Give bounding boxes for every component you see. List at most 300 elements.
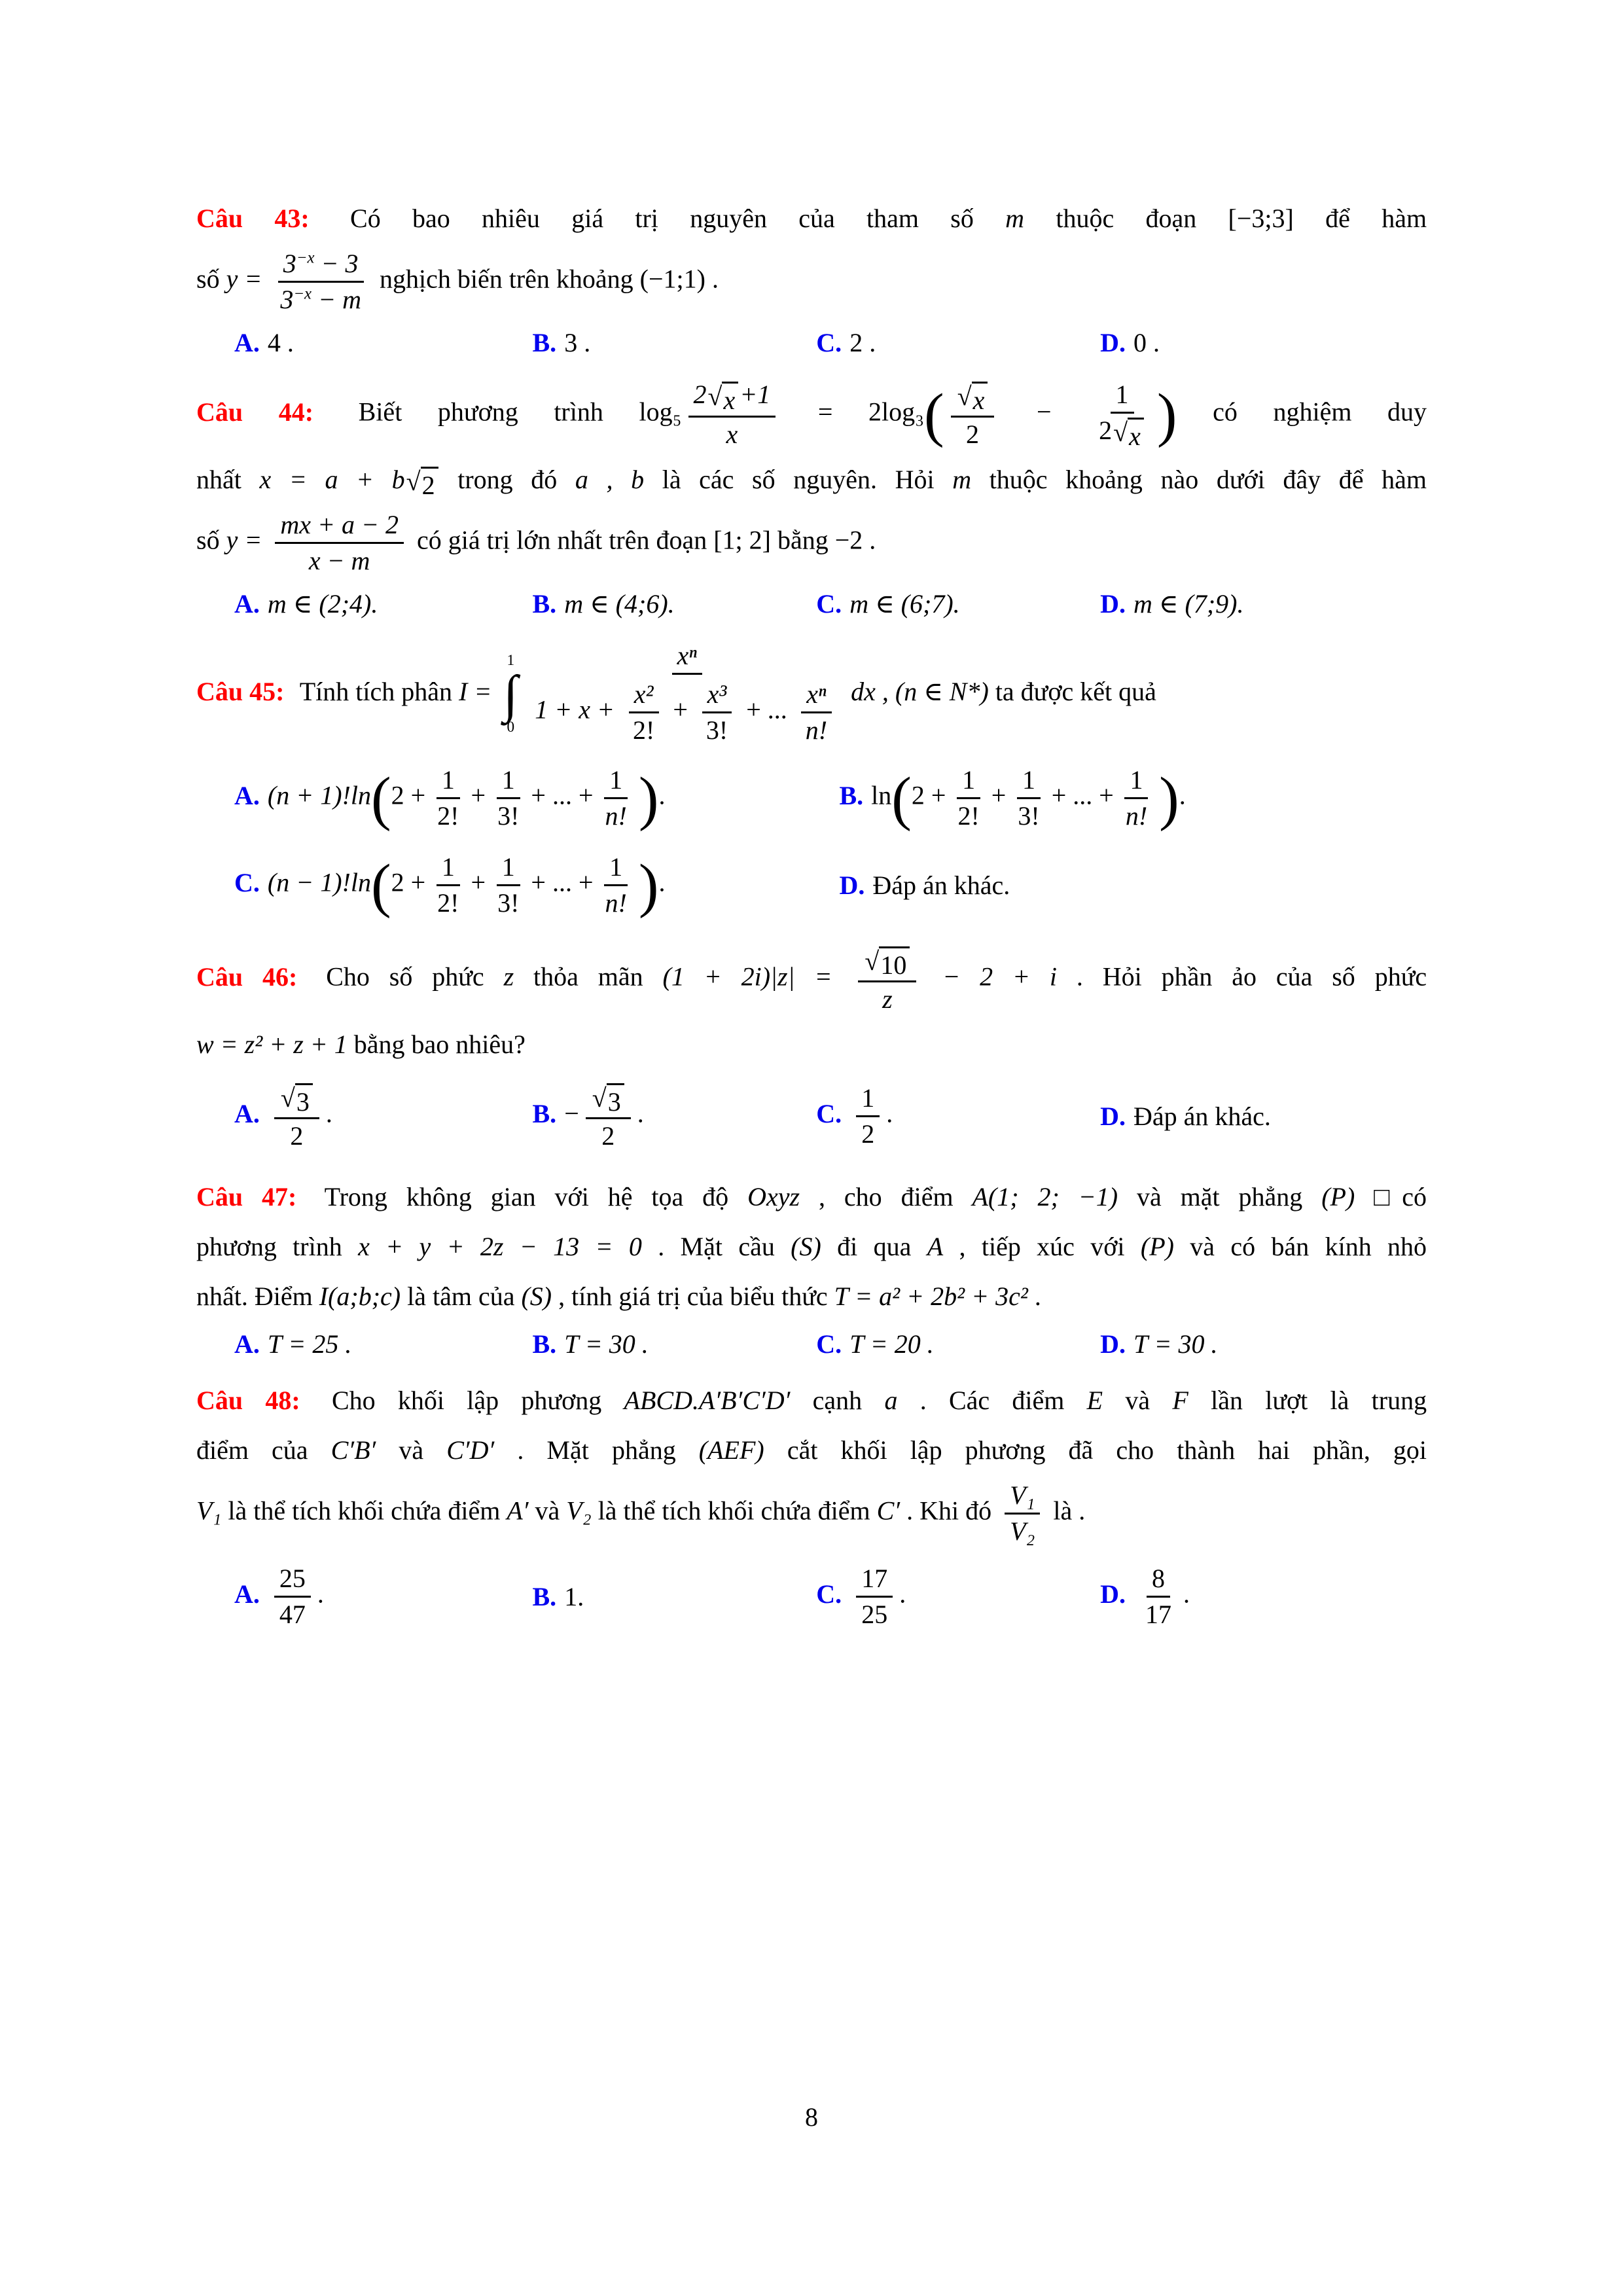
fraction-numerator <box>274 1079 319 1119</box>
math: + ... + <box>1051 780 1114 810</box>
math: (1 + 2i)|z| = <box>662 961 832 992</box>
fraction-denominator: 3! <box>497 888 520 918</box>
question-line <box>196 1020 1427 1069</box>
fraction <box>1140 1562 1177 1632</box>
question-label: Câu 46: <box>196 961 298 992</box>
page-number: 8 <box>805 2102 818 2132</box>
sqrt-sign: √ <box>592 1083 607 1113</box>
option-letter: A. <box>234 1098 260 1128</box>
superscript: −x <box>293 285 312 303</box>
option-letter: B. <box>532 589 557 619</box>
text: bằng bao nhiêu? <box>353 1030 526 1059</box>
math: (n ∈ N*) <box>895 677 989 707</box>
question-48 <box>196 1376 1427 1634</box>
text: là . <box>1053 1496 1086 1526</box>
text: . Mặt cầu <box>658 1232 775 1261</box>
text: cạnh <box>812 1386 863 1415</box>
option-b <box>533 1329 817 1359</box>
math: +1 <box>740 380 771 409</box>
math: + <box>673 694 688 725</box>
math: x + y + 2z − 13 = 0 <box>358 1232 642 1261</box>
fraction <box>856 1081 880 1151</box>
math: [1; 2] <box>713 525 771 555</box>
option-text: Đáp án khác. <box>1133 1102 1271 1131</box>
exam-content <box>196 193 1427 1651</box>
fraction <box>586 1079 631 1153</box>
sqrt-radicand: x <box>972 382 988 416</box>
option-c <box>816 1559 1100 1634</box>
sqrt-sign: √ <box>865 946 880 976</box>
fraction-numerator: 1 <box>957 763 980 799</box>
text: , cho điểm <box>819 1182 954 1211</box>
text: phương trình <box>196 1232 342 1261</box>
math: − m <box>318 285 361 314</box>
text: số <box>196 525 220 555</box>
option-a <box>234 1077 533 1156</box>
fraction-denominator <box>1094 414 1150 452</box>
fraction-denominator: 2! <box>957 801 980 831</box>
sqrt-radicand: x <box>722 382 738 416</box>
text: Tính tích phân <box>299 677 453 707</box>
sqrt-radical <box>865 946 910 980</box>
fraction-denominator: n! <box>1125 801 1148 831</box>
fraction-numerator: 1 <box>1017 763 1041 799</box>
text: có nghiệm duy <box>1213 397 1427 427</box>
math: y = <box>226 264 262 294</box>
text: lần lượt là trung <box>1211 1386 1427 1415</box>
math: − 2 + i <box>942 961 1057 992</box>
option-letter: C. <box>816 589 842 619</box>
fraction-numerator: 25 <box>274 1562 311 1598</box>
fraction-numerator: xⁿ <box>672 639 702 675</box>
fraction-numerator: 8 <box>1147 1562 1170 1598</box>
fraction <box>1094 378 1150 452</box>
option-text: T = 20 . <box>849 1329 934 1359</box>
fraction <box>600 763 632 833</box>
fraction <box>432 850 464 920</box>
fraction-numerator: mx + a − 2 <box>275 508 404 544</box>
text: . Khi đó <box>906 1496 992 1526</box>
text: nghịch biến trên khoảng <box>379 264 633 294</box>
math: + ... + <box>531 780 594 810</box>
fraction-denominator: 3! <box>705 715 728 745</box>
option-text: m ∈ (2;4). <box>267 589 378 619</box>
text: , tiếp xúc với <box>959 1232 1125 1261</box>
option-text: m ∈ (6;7). <box>849 589 960 619</box>
sqrt-sign: √ <box>707 382 722 411</box>
fraction-denominator: 2 <box>861 1119 875 1149</box>
math: 2 <box>693 380 707 409</box>
option-letter: B. <box>532 328 557 357</box>
fraction-denominator: 17 <box>1145 1600 1171 1629</box>
math: . <box>658 780 666 810</box>
fraction-denominator: V₂ <box>1010 1516 1035 1546</box>
question-line <box>196 1272 1427 1321</box>
math: − <box>1037 397 1052 427</box>
fraction-denominator: z <box>882 984 893 1014</box>
option-letter: B. <box>532 1098 557 1128</box>
math: . <box>637 1098 644 1128</box>
math: 1 + x + <box>535 694 615 725</box>
math: (S) <box>791 1232 821 1261</box>
sqrt-sign: √ <box>1113 418 1128 447</box>
math: m <box>952 465 972 494</box>
option-letter: D. <box>1100 1102 1126 1131</box>
fraction-denominator: 2! <box>633 715 655 745</box>
option-b <box>533 1077 817 1156</box>
sqrt-radicand: 3 <box>607 1083 624 1117</box>
math: w = z² + z + 1 <box>196 1030 348 1059</box>
option-letter: B. <box>839 780 864 810</box>
option-text: Đáp án khác. <box>872 870 1010 900</box>
fraction-numerator: 17 <box>856 1562 893 1598</box>
sqrt-radical <box>708 382 739 416</box>
big-paren-close: ) <box>638 852 659 919</box>
text: và mặt phẳng <box>1136 1182 1303 1211</box>
math: . <box>899 1579 906 1609</box>
math: . <box>658 867 666 897</box>
math: . <box>317 1579 324 1609</box>
big-paren-open: ( <box>370 764 391 832</box>
fraction-denominator <box>275 283 366 317</box>
question-line <box>196 244 1427 319</box>
text: thỏa mãn <box>533 961 643 992</box>
text: . Mặt phẳng <box>517 1435 676 1465</box>
option-b <box>533 588 817 619</box>
sqrt-radical <box>592 1083 624 1117</box>
math: I = <box>459 677 492 707</box>
option-letter: D. <box>839 870 865 900</box>
fraction-denominator: 2! <box>437 801 459 831</box>
option-text: 2 . <box>849 328 876 357</box>
text: , tính giá trị của biểu thức <box>558 1282 828 1311</box>
big-paren-close: ) <box>638 764 659 832</box>
sqrt-radicand: 2 <box>421 467 438 501</box>
fraction-denominator: x <box>726 420 738 449</box>
fraction <box>952 763 984 833</box>
option-letter: C. <box>816 1579 842 1609</box>
math: 3 <box>280 285 294 314</box>
math: ABCD.A′B′C′D′ <box>624 1386 791 1415</box>
math: T = a² + 2b² + 3c² <box>834 1282 1028 1311</box>
option-c <box>816 588 1100 619</box>
integral-upper-limit: 1 <box>507 652 515 670</box>
math: + <box>471 867 486 897</box>
fraction-numerator: 1 <box>604 850 628 886</box>
question-line <box>196 375 1427 454</box>
options-row <box>234 761 1427 923</box>
sqrt-radicand: 3 <box>295 1083 313 1117</box>
math: [−3;3] <box>1228 204 1294 233</box>
option-letter: A. <box>234 328 260 357</box>
math: C′D′ <box>446 1435 495 1465</box>
fraction-denominator: 2! <box>437 888 459 918</box>
sqrt-radical <box>406 467 438 501</box>
text: . <box>869 525 876 555</box>
sqrt-radical <box>957 382 988 416</box>
fraction <box>492 850 524 920</box>
math: + ... + <box>531 867 594 897</box>
option-a <box>234 761 839 836</box>
math: −2 <box>834 525 863 555</box>
fraction <box>1120 763 1152 833</box>
math: E <box>1086 1386 1103 1415</box>
option-b <box>533 1581 817 1612</box>
fraction-numerator: xⁿ <box>801 677 831 713</box>
option-text: 0 . <box>1133 328 1160 357</box>
fraction <box>1012 763 1044 833</box>
question-label: Câu 45: <box>196 677 285 707</box>
big-paren-close: ) <box>1156 381 1177 448</box>
text: □có <box>1374 1182 1427 1211</box>
options-row <box>234 327 1427 358</box>
fraction-numerator <box>858 942 916 982</box>
math: F <box>1172 1386 1188 1415</box>
question-label: Câu 43: <box>196 204 310 233</box>
options-row <box>234 588 1427 619</box>
text: . Các điểm <box>919 1386 1065 1415</box>
text: Cho số phức <box>326 961 484 992</box>
question-45 <box>196 636 1427 923</box>
math: (P) <box>1321 1182 1355 1211</box>
fraction-numerator: 1 <box>1111 378 1134 414</box>
math: I(a;b;c) <box>319 1282 401 1311</box>
text: đi qua <box>837 1232 912 1261</box>
option-d <box>1100 588 1427 619</box>
option-a <box>234 327 533 358</box>
fraction <box>275 247 366 317</box>
math: 2 + <box>391 867 426 897</box>
option-letter: A. <box>234 589 260 619</box>
math: . <box>886 1098 893 1128</box>
option-b <box>533 327 817 358</box>
option-letter: D. <box>1100 1329 1126 1359</box>
math: a <box>884 1386 898 1415</box>
math: + ... <box>746 694 787 725</box>
math: log₅ <box>639 397 682 427</box>
question-label: Câu 48: <box>196 1386 300 1415</box>
text: nhất. Điểm <box>196 1282 313 1311</box>
fraction-denominator: 2 <box>290 1121 304 1151</box>
sqrt-sign: √ <box>957 382 972 411</box>
option-letter: A. <box>234 780 260 810</box>
math: . <box>325 1098 332 1128</box>
text: là các số nguyên. Hỏi <box>662 465 935 494</box>
fraction <box>600 850 632 920</box>
fraction <box>688 378 776 452</box>
math: . <box>1183 1579 1190 1609</box>
option-b <box>839 761 1427 836</box>
fraction-denominator: 2 <box>601 1121 615 1151</box>
text: thuộc đoạn <box>1056 204 1197 233</box>
option-text: 1. <box>564 1582 584 1611</box>
option-letter: C. <box>816 328 842 357</box>
option-letter: C. <box>234 867 260 897</box>
text: nhất <box>196 465 241 494</box>
options-row <box>234 1329 1427 1359</box>
fraction <box>951 378 995 452</box>
math: A(1; 2; −1) <box>972 1182 1118 1211</box>
question-line <box>196 636 1427 753</box>
question-line <box>196 505 1427 581</box>
question-line <box>196 940 1427 1019</box>
integral <box>503 653 518 736</box>
question-line <box>196 1223 1427 1271</box>
math: + <box>991 780 1007 810</box>
math: y = <box>226 525 262 555</box>
option-d <box>1100 327 1427 358</box>
math: 2 + <box>391 780 426 810</box>
math: dx , <box>851 677 889 707</box>
fraction-numerator <box>586 1079 631 1119</box>
big-paren-close: ) <box>1159 764 1179 832</box>
math: . <box>1179 780 1186 810</box>
question-label: Câu 44: <box>196 397 314 427</box>
option-c <box>816 1079 1100 1154</box>
math: 2 + <box>911 780 946 810</box>
option-text: T = 30 . <box>564 1329 649 1359</box>
fraction <box>492 763 524 833</box>
option-text: 4 . <box>267 328 294 357</box>
fraction-denominator <box>529 675 844 750</box>
fraction <box>628 677 660 747</box>
sqrt-radical <box>281 1083 313 1117</box>
question-46 <box>196 940 1427 1156</box>
option-d <box>1100 1559 1427 1634</box>
fraction-denominator: 2 <box>966 420 980 449</box>
text: bằng <box>777 525 829 555</box>
math: − 3 <box>321 249 359 278</box>
text: là tâm của <box>407 1282 515 1311</box>
fraction-denominator: 3! <box>497 801 520 831</box>
math: Oxyz <box>747 1182 800 1211</box>
fraction-denominator: n! <box>805 715 828 745</box>
fraction-numerator: 1 <box>437 850 460 886</box>
math: z <box>503 961 514 992</box>
options-row <box>234 1077 1427 1156</box>
math: 2 <box>1099 416 1113 445</box>
fraction <box>432 763 464 833</box>
option-c <box>234 848 839 923</box>
fraction-numerator: 1 <box>856 1081 880 1117</box>
text: . <box>1034 1282 1041 1311</box>
option-text: ln <box>871 780 892 810</box>
fraction <box>858 942 916 1016</box>
math: + <box>471 780 486 810</box>
text: . <box>711 264 719 294</box>
option-letter: B. <box>532 1582 557 1611</box>
fraction-numerator: 1 <box>604 763 628 799</box>
big-paren-open: ( <box>370 852 391 919</box>
sqrt-radical <box>1113 418 1144 452</box>
fraction-denominator: 25 <box>861 1600 888 1629</box>
option-text: (n + 1)!ln <box>267 780 371 810</box>
option-a <box>234 1329 533 1359</box>
question-line <box>196 194 1427 243</box>
text: điểm của <box>196 1435 308 1465</box>
sqrt-radicand: x <box>1128 418 1144 452</box>
text: trong đó <box>457 465 558 494</box>
fraction <box>274 1562 311 1632</box>
fraction-numerator: x³ <box>702 677 732 713</box>
fraction-denominator: 3! <box>1018 801 1040 831</box>
option-letter: C. <box>816 1329 842 1359</box>
question-line <box>196 456 1427 504</box>
fraction-numerator: 1 <box>1124 763 1148 799</box>
option-text: m ∈ (7;9). <box>1133 589 1244 619</box>
option-text: T = 25 . <box>267 1329 352 1359</box>
text: thuộc khoảng nào dưới đây để hàm <box>989 465 1427 494</box>
text: Trong không gian với hệ tọa độ <box>324 1182 729 1211</box>
option-letter: D. <box>1100 1579 1126 1609</box>
fraction-numerator: 1 <box>497 850 520 886</box>
big-paren-open: ( <box>891 764 912 832</box>
fraction-denominator: x − m <box>308 546 370 575</box>
math: A′ <box>507 1496 529 1526</box>
text: Có bao nhiêu giá trị nguyên của tham số <box>350 204 974 233</box>
fraction-numerator: 1 <box>497 763 520 799</box>
option-text: (n − 1)!ln <box>267 867 371 897</box>
fraction-numerator: x² <box>629 677 659 713</box>
fraction <box>529 639 844 750</box>
text: số <box>196 264 220 294</box>
math: m <box>1005 204 1025 233</box>
text: cắt khối lập phương đã cho thành hai phần, gọi <box>787 1435 1427 1465</box>
fraction <box>856 1562 893 1632</box>
text: Cho khối lập phương <box>331 1386 602 1415</box>
fraction-numerator <box>951 378 995 418</box>
option-letter: B. <box>532 1329 557 1359</box>
question-line <box>196 1426 1427 1475</box>
text: và <box>399 1435 424 1465</box>
big-paren-open: ( <box>924 381 944 448</box>
math: V₂ <box>566 1496 592 1526</box>
math: C′ <box>876 1496 901 1526</box>
math: A <box>927 1232 944 1261</box>
question-line <box>196 1173 1427 1221</box>
math: (P) <box>1140 1232 1174 1261</box>
option-c <box>816 327 1100 358</box>
option-d <box>1100 1329 1427 1359</box>
option-letter: C. <box>816 1098 842 1128</box>
text: để hàm <box>1325 204 1427 233</box>
fraction <box>275 508 404 578</box>
math: (S) <box>521 1282 552 1311</box>
fraction-denominator: n! <box>605 888 627 918</box>
fraction <box>274 1079 319 1153</box>
option-letter: D. <box>1100 328 1126 357</box>
options-row <box>234 1559 1427 1634</box>
option-d <box>839 870 1427 901</box>
integral-sign: ∫ <box>503 666 518 723</box>
fraction-numerator <box>688 378 776 418</box>
math: x = a + b <box>259 465 405 494</box>
math: (−1;1) <box>639 264 705 294</box>
sqrt-sign: √ <box>280 1083 295 1113</box>
option-text: 3 . <box>564 328 591 357</box>
question-47 <box>196 1173 1427 1359</box>
fraction-numerator: V₁ <box>1005 1479 1040 1515</box>
fraction <box>800 677 832 747</box>
text: và <box>535 1496 560 1526</box>
math: 3 <box>283 249 296 278</box>
fraction-denominator: 47 <box>279 1600 306 1629</box>
question-line <box>196 1376 1427 1425</box>
text: . Hỏi phần ảo của số phức <box>1076 961 1427 992</box>
math: − <box>564 1098 579 1128</box>
option-a <box>234 588 533 619</box>
fraction-numerator: 1 <box>437 763 460 799</box>
